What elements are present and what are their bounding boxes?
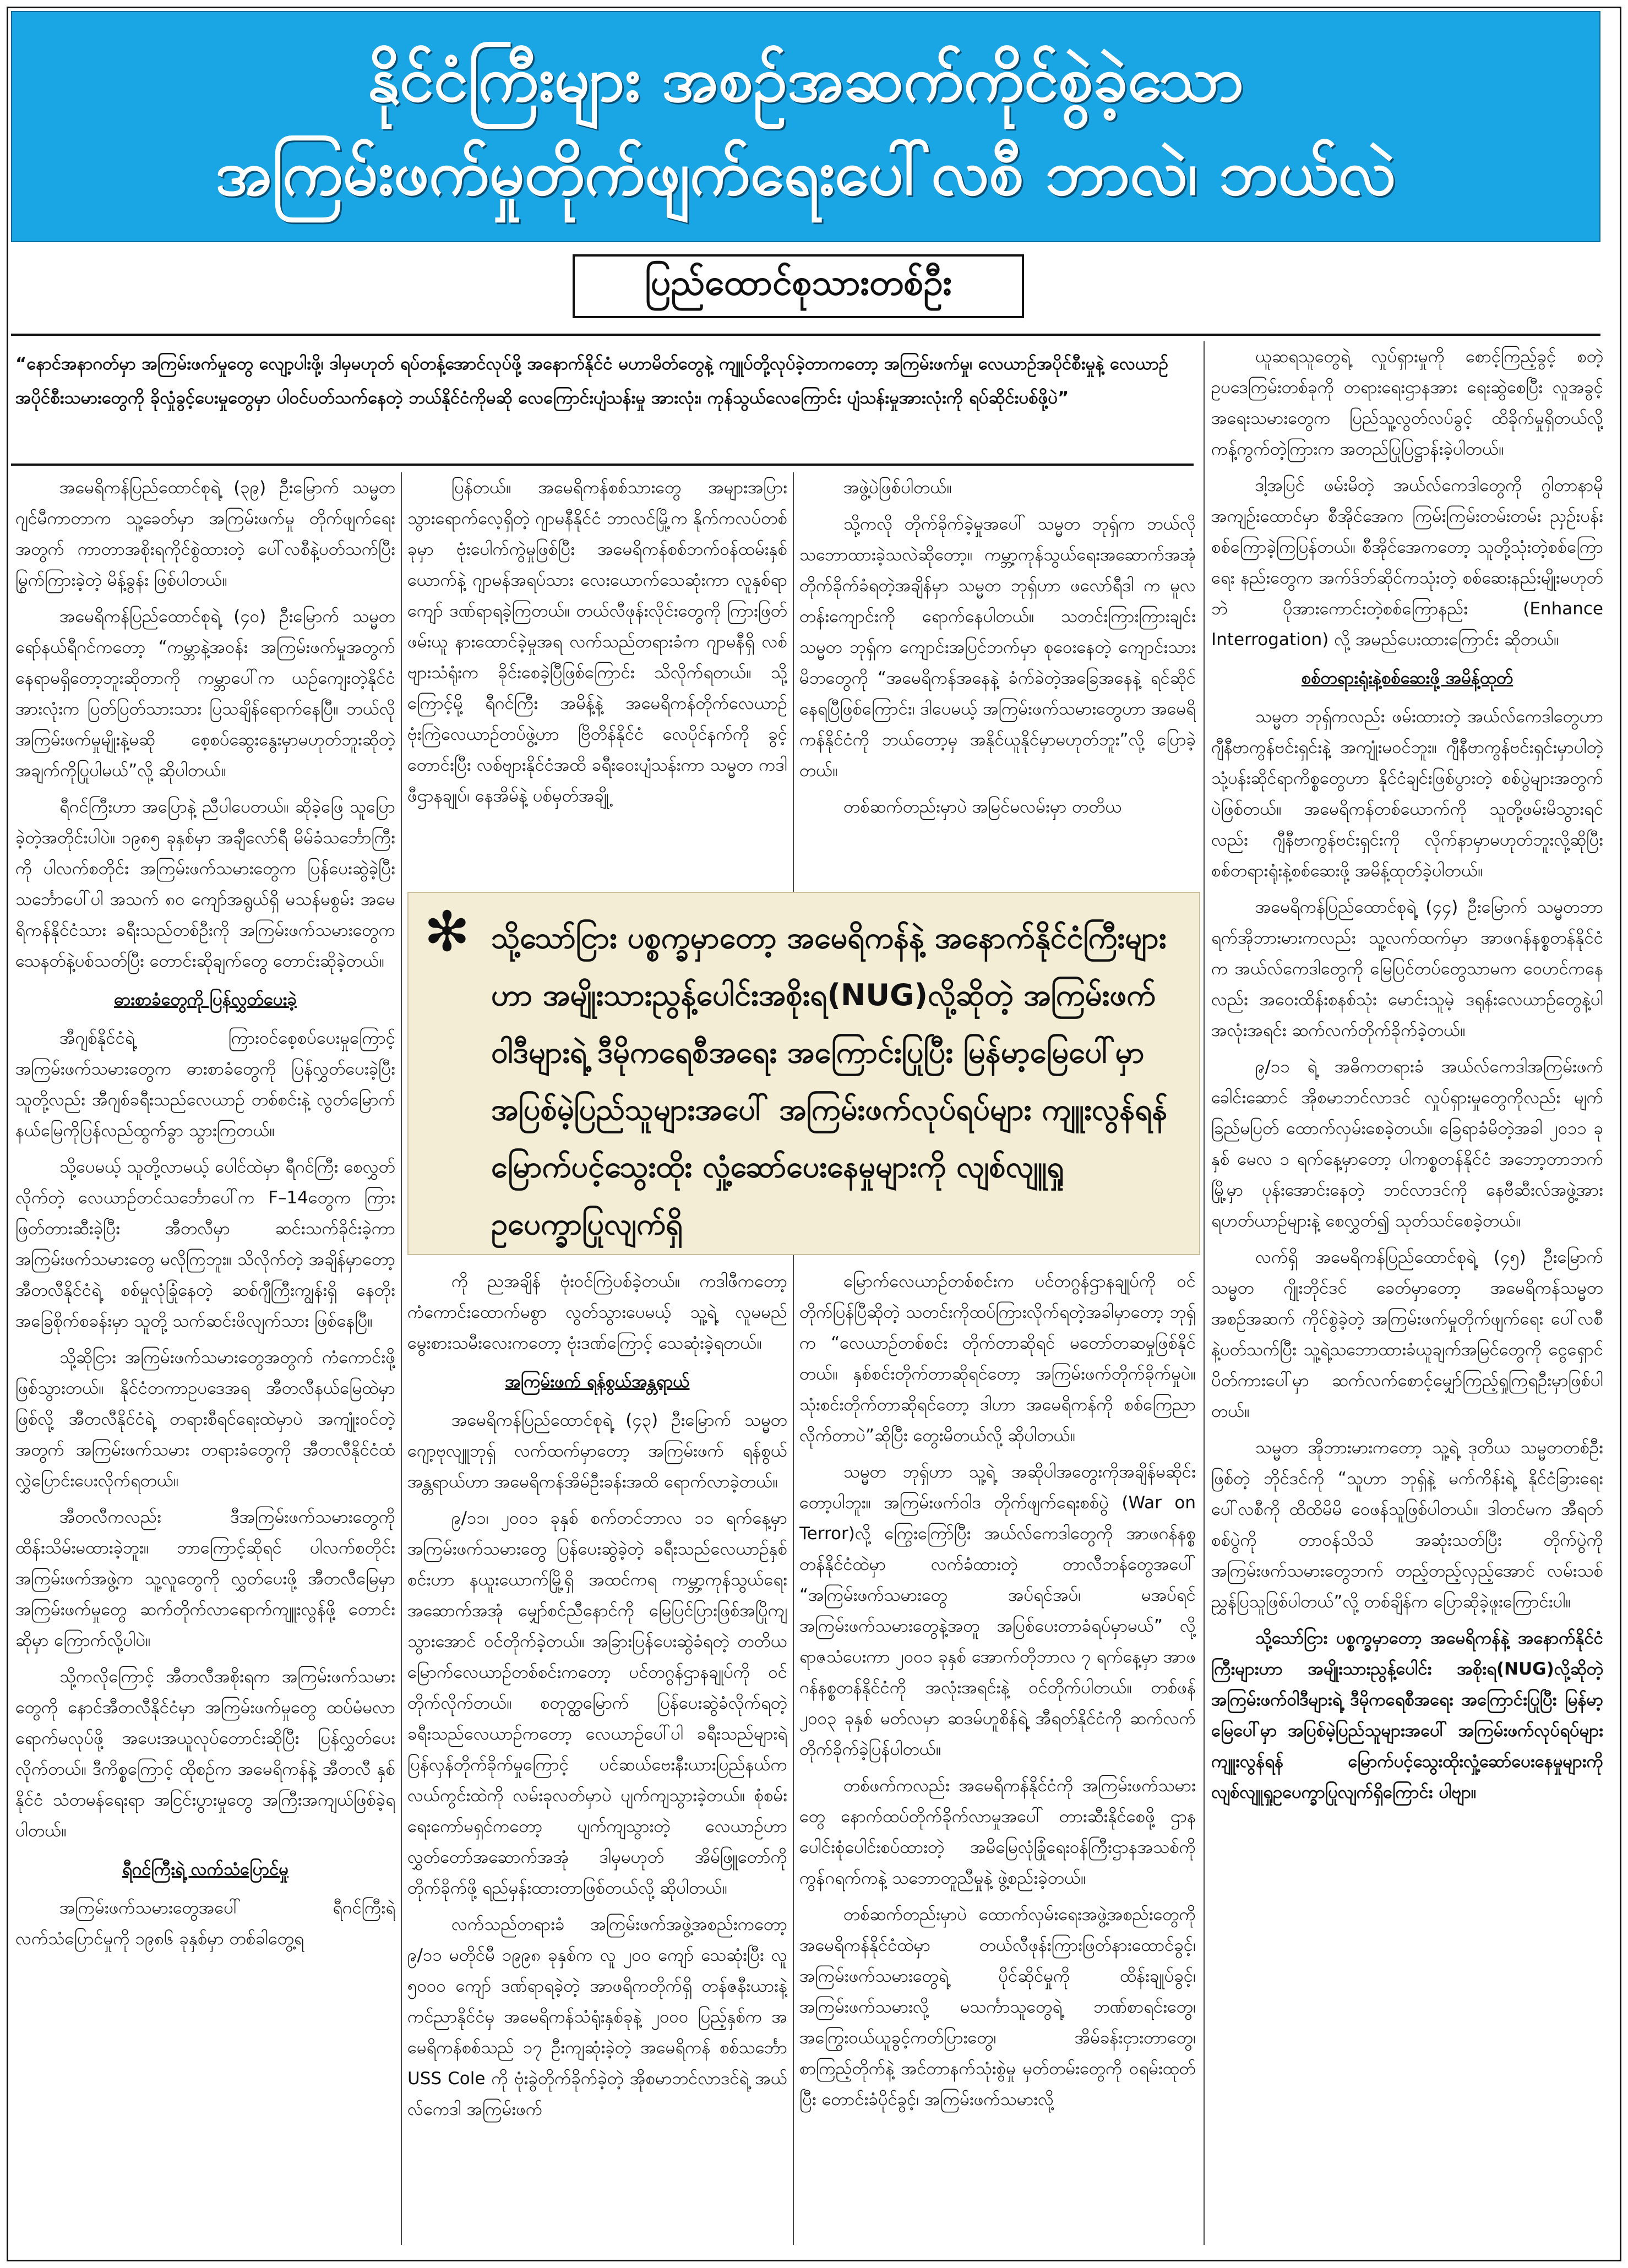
subheading: အကြမ်းဖက် ရန်စွယ်အန္တရာယ်	[505, 1372, 690, 1392]
divider-top	[11, 334, 1600, 336]
paragraph: အမေရိကန်ပြည်ထောင်စုရဲ့ (၃၉) ဦးမြောက် သမ္မတ ဂျင်မီကာတာက သူ့ခေတ်မှာ အကြမ်းဖက်မှု တိုက်ဖျက်ရေးအတွက် ကာတာအစိုးရကိုင်စွဲထားတဲ့ ပေါ်လစီနဲ့ပတ်သက်ပြီး မြွက်ကြားခဲ့တဲ့ မိန့်ခွန်း ဖြစ်ပါတယ်။	[15, 478, 395, 590]
headline-line-1: နိုင်ငံကြီးများ အစဉ်အဆက်ကိုင်စွဲခဲ့သော	[367, 44, 1244, 116]
paragraph: သို့ကလိုကြောင့် အီတလီအစိုးရက အကြမ်းဖက်သမားတွေကို နောင်အီတလီနိုင်ငံမှာ အကြမ်းဖက်မှုတွေ ထပ်မံမလာရောက်မလုပ်ဖို့ အပေးအယူလုပ်တောင်းဆိုပြီး ပြန်လွှတ်ပေးလိုက်တယ်။ ဒီကိစ္စကြောင့် ထိုစဉ်က အမေရိကန်နဲ့ အီတလီ နှစ်နိုင်ငံ သံတမန်ရေးရာ အငြင်းပွားမှုတွေ အကြီးအကျယ်ဖြစ်ခဲ့ရပါတယ်။	[15, 1667, 395, 1841]
paragraph: ဒါ့အပြင် ဖမ်းမိတဲ့ အယ်လ်ကေဒါတွေကို ဂွါတာနာမိုအကျဉ်းထောင်မှာ စီအိုင်အေက ကြမ်းကြမ်းတမ်းတမ်း ညှဉ်းပန်းစစ်ကြောခဲ့ကြပြန်တယ်။ စီအိုင်အေကတော့ သူတို့သုံးတဲ့စစ်ကြောရေး နည်းတွေက အက်ဒ်ဘ်ဆိုင်ကသုံးတဲ့ စစ်ဆေးနည်းမျိုးမဟုတ်ဘဲ ပိုအားကောင်းတဲ့စစ်ကြောနည်း (Enhance Interrogation) လို့ အမည်ပေးထားကြောင်း ဆိုတယ်။	[1211, 476, 1603, 650]
paragraph: ၉/၁၁၊ ၂၀၀၁ ခုနှစ် စက်တင်ဘာလ ၁၁ ရက်နေ့မှာ အကြမ်းဖက်သမားတွေ ပြန်ပေးဆွဲခဲ့တဲ့ ခရီးသည်လေယာဉ်နှစ်စင်းဟာ နယူးယောက်မြို့ရှိ အထင်ကရ ကမ္ဘာ့ကုန်သွယ်ရေးအဆောက်အအုံ မျှော်စင်ညီနောင်ကို မြေပြင်ပြားဖြစ်အပြိုကျသွားအောင် ဝင်တိုက်ခဲ့တယ်။ အခြားပြန်ပေးဆွဲခံရတဲ့ တတိယမြောက်လေယာဉ်တစ်စင်းကတော့ ပင်တဂွန်ဌာနချုပ်ကို ဝင်တိုက်လိုက်တယ်။ စတုတ္ထမြောက် ပြန်ပေးဆွဲခံလိုက်ရတဲ့ ခရီးသည်လေယာဉ်ကတော့ လေယာဉ်ပေါ်ပါ ခရီးသည်များရဲ့ ပြန်လှန်တိုက်ခိုက်မှုကြောင့် ပင်ဆယ်ဗေးနီးယားပြည်နယ်က လယ်ကွင်းထဲကို လမ်းခုလတ်မှာပဲ ပျက်ကျသွားခဲ့တယ်။ စုံစမ်းရေးကော်မရှင်ကတော့ ပျက်ကျသွားတဲ့ လေယာဉ်ဟာ လွှတ်တော်အဆောက်အအုံ ဒါမှမဟုတ် အိမ်ဖြူတော်ကို တိုက်ခိုက်ဖို့ ရည်မှန်းထားတာဖြစ်တယ်လို့ ဆိုပါတယ်။	[407, 1508, 787, 1898]
column-divider	[401, 472, 402, 2245]
pull-quote-box	[407, 892, 1200, 1255]
asterisk-icon: ✻	[424, 899, 470, 964]
paragraph: အမေရိကန်ပြည်ထောင်စုရဲ့ (၄၄) ဦးမြောက် သမ္မတဘာရက်အိုဘားမားကလည်း သူ့လက်ထက်မှာ အာဖဂန်နစ္စတန်နိုင်ငံက အယ်လ်ကေဒါတွေကို မြေပြင်တပ်တွေသာမက ဝေဟင်ကနေလည်း အဝေးထိန်းစနစ်သုံး မောင်းသူမဲ့ ဒရုန်းလေယာဉ်တွေနဲ့ပါ အလုံးအရင်း ဆက်လက်တိုက်ခိုက်ခဲ့တယ်။	[1211, 897, 1603, 1040]
paragraph: သို့ပေမယ့် သူတို့လာမယ့် ပေါင်ထဲမှာ ရီဂင်ကြီး စေလွှတ်လိုက်တဲ့ လေယာဉ်တင်သင်္ဘောပေါ်က F–14တွေက ကြားဖြတ်တားဆီးခဲ့ပြီး အီတလီမှာ ဆင်းသက်ခိုင်းခဲ့ကာ အကြမ်းဖက်သမားတွေ မလိုကြဘူး။ သိလိုက်တဲ့ အချိန်မှာတော့ အီတလီနိုင်ငံရဲ့ စစ်မှုလုံခြုံနေတဲ့ ဆစ်ဂျီကြီးကျွန်းရှိ နေတိုးအခြေစိုက်စခန်းမှာ သူတို့ သက်ဆင်းဖိလျက်သား ဖြစ်နေပြီ။	[15, 1157, 395, 1331]
lead-quote: “နောင်အနာဂတ်မှာ အကြမ်းဖက်မှုတွေ လျော့ပါးဖို့၊ ဒါမှမဟုတ် ရပ်တန့်အောင်လုပ်ဖို့ အနောက်နိုင်ငံ မဟာမိတ်တွေနဲ့ ကျူပ်တို့လုပ်ခဲ့တာကတော့ အကြမ်းဖက်မှု၊ လေယာဉ်အပိုင်စီးမှုနဲ့ လေယာဉ်အပိုင်စီးသမားတွေကို ခိုလှုံခွင့်ပေးမှုတွေမှာ ပါဝင်ပတ်သက်နေတဲ့ ဘယ်နိုင်ငံကိုမဆို လေကြောင်းပျံသန်းမှု အားလုံး၊ ကုန်သွယ်လေကြောင်း ပျံသန်းမှုအားလုံးကို ရပ်ဆိုင်းပစ်ဖို့ပဲ”	[15, 354, 1169, 408]
paragraph: ယူဆရသူတွေရဲ့ လှုပ်ရှားမှုကို စောင့်ကြည့်ခွင့် စတဲ့ ဥပဒေကြမ်းတစ်ခုကို တရားရေးဌာနအား ရေးဆွဲစေပြီး လူအခွင့်အရေးသမားတွေက ပြည်သူ့လွတ်လပ်ခွင့် ထိခိုက်မှုရှိတယ်လို့ ကန့်ကွက်တဲ့ကြားက အတည်ပြုပြဋ္ဌာန်းခဲ့ပါတယ်။	[1211, 347, 1603, 459]
paragraph: ပြန်တယ်။ အမေရိကန်စစ်သားတွေ အများအပြား သွားရောက်လေ့ရှိတဲ့ ဂျာမနီနိုင်ငံ ဘာလင်မြို့က နိုက်ကလပ်တစ်ခုမှာ ဗုံးပေါက်ကွဲမှုဖြစ်ပြီး အမေရိကန်စစ်ဘက်ဝန်ထမ်းနှစ်ယောက်နဲ့ ဂျာမန်အရပ်သား လေးယောက်သေဆုံးကာ လူနှစ်ရာကျော် ဒဏ်ရာရခဲ့ကြတယ်။ တယ်လီဖုန်းလိုင်းတွေကို ကြားဖြတ်ဖမ်းယူ နားထောင်ခဲ့မှုအရ လက်သည်တရားခံက ဂျာမနီရှိ လစ်ဗျားသံရုံးက ခိုင်းစေခဲ့ပြီဖြစ်ကြောင်း သိလိုက်ရတယ်။ သို့ကြောင့်မို့ ရီဂင်ကြီး အမိန့်နဲ့ အမေရိကန်တိုက်လေယာဉ် ဗုံးကြဲလေယာဉ်တပ်ဖွဲ့ဟာ ဗြိတိန်နိုင်ငံ လေပိုင်နက်ကို ခွင့်တောင်းပြီး လစ်ဗျားနိုင်ငံအထိ ခရီးဝေးပျံသန်းကာ သမ္မတ ကဒါဖီဌာနချုပ်၊ နေအိမ်နဲ့ ပစ်မှတ်အချို့	[407, 478, 787, 806]
paragraph: လက်သည်တရားခံ အကြမ်းဖက်အဖွဲ့အစည်းကတော့ ၉/၁၁ မတိုင်မီ ၁၉၉၈ ခုနှစ်က လူ ၂၀၀ ကျော် သေဆုံးပြီး လူ ၅၀၀၀ ကျော် ဒဏ်ရာရခဲ့တဲ့ အာဖရိကတိုက်ရှိ တန်ဇနီးယားနဲ့ ကင်ညာနိုင်ငံမှ အမေရိကန်သံရုံးနှစ်ခုနဲ့ ၂၀၀၀ ပြည့်နှစ်က အမေရိကန်စစ်သည် ၁၇ ဦးကျဆုံးခဲ့တဲ့ အမေရိကန် စစ်သင်္ဘော USS Cole ကို ဗုံးခွဲတိုက်ခိုက်ခဲ့တဲ့ အိုစမာဘင်လာဒင်ရဲ့ အယ်လ်ကေဒါ အကြမ်းဖက်	[407, 1915, 787, 2119]
paragraph: အကြမ်းဖက်သမားတွေအပေါ် ရီဂင်ကြီးရဲ့ လက်သံပြောင်မှုကို ၁၉၈၆ ခုနှစ်မှာ တစ်ခါတွေ့ရ	[15, 1898, 395, 1949]
pull-quote-text: သို့သော်ငြား ပစ္စက္ခမှာတော့ အမေရိကန်နဲ့ အနောက်နိုင်ငံကြီးများဟာ အမျိုးသားညွန့်ပေါင်းအစိုးရ(NUG)လို့ဆိုတဲ့ အကြမ်းဖက်ဝါဒီများရဲ့ ဒီမိုကရေစီအရေး အကြောင်းပြုပြီး မြန်မာ့မြေပေါ်မှာ အပြစ်မဲ့ပြည်သူများအပေါ် အကြမ်းဖက်လုပ်ရပ်များ ကျူးလွန်ရန် မြောက်ပင့်သွေးထိုး လှုံ့ဆော်ပေးနေမှုများကို လျစ်လျူရှု ဥပေက္ခာပြုလျက်ရှိ	[491, 920, 1168, 1241]
column-divider	[1204, 341, 1205, 2245]
paragraph: အမေရိကန်ပြည်ထောင်စုရဲ့ (၄၀) ဦးမြောက် သမ္မတ ရော်နယ်ရီဂင်ကတော့ “ကမ္ဘာနဲ့အဝန်း အကြမ်းဖက်မှုအတွက် နေရာမရှိတော့ဘူးဆိုတာကို ကမ္ဘာပေါ်က ယဉ်ကျေးတဲ့နိုင်ငံအားလုံးက ပြတ်ပြတ်သားသား ပြသချိန်ရောက်နေပြီ။ ဘယ်လို အကြမ်းဖက်မှုမျိုးနဲ့မဆို စေ့စပ်ဆွေးနွေးမှာမဟုတ်ဘူးဆိုတဲ့ အချက်ကိုပြုပါမယ်”လို့ ဆိုပါတယ်။	[15, 607, 395, 781]
paragraph: အမေရိကန်ပြည်ထောင်စုရဲ့ (၄၃) ဦးမြောက် သမ္မတ ဂျော့ဗုလျူဘုရှ် လက်ထက်မှာတော့ အကြမ်းဖက် ရန်စွယ်အန္တရာယ်ဟာ အမေရိကန်အိမ်ဦးခန်းအထိ ရောက်လာခဲ့တယ်။	[407, 1410, 787, 1492]
closing-paragraph: သို့သော်ငြား ပစ္စက္ခမှာတော့ အမေရိကန်နဲ့ အနောက်နိုင်ငံကြီးများဟာ အမျိုးသားညွန့်ပေါင်း အစိုးရ(NUG)လို့ဆိုတဲ့ အကြမ်းဖက်ဝါဒီများရဲ့ ဒီမိုကရေစီအရေး အကြောင်းပြုပြီး မြန်မာ့မြေပေါ်မှာ အပြစ်မဲ့ပြည်သူများအပေါ် အကြမ်းဖက်လုပ်ရပ်များ ကျူးလွန်ရန် မြောက်ပင့်သွေးထိုးလှုံ့ဆော်ပေးနေမှုများကို လျစ်လျူရှုဥပေက္ခာပြုလျက်ရှိကြောင်း ပါဗျာ။	[1211, 1628, 1603, 1802]
author-byline: ပြည်ထောင်စုသားတစ်ဦး	[573, 254, 1024, 318]
divider-lead	[11, 464, 1194, 466]
paragraph: ကို ညအချိန် ဗုံးဝင်ကြဲပစ်ခဲ့တယ်။ ကဒါဖီကတော့ ကံကောင်းထောက်မစွာ လွတ်သွားပေမယ့် သူ့ရဲ့ လူမမည် မွေးစားသမီးလေးကတော့ ဗုံးဒဏ်ကြောင့် သေဆုံးခဲ့ရတယ်။	[407, 1272, 787, 1353]
paragraph: လက်ရှိ အမေရိကန်ပြည်ထောင်စုရဲ့ (၄၅) ဦးမြောက် သမ္မတ ဂျိုးဘိုင်ဒင် ခေတ်မှာတော့ အမေရိကန်သမ္မတအစဉ်အဆက် ကိုင်စွဲခဲ့တဲ့ အကြမ်းဖက်မှုတိုက်ဖျက်ရေး ပေါ်လစီနဲ့ပတ်သက်ပြီး သူ့ရဲ့သဘောထားခံယူချက်အမြင်တွေကို ငွေရှောင်ပိတ်ကားပေါ်မှာ ဆက်လက်စောင့်မျှော်ကြည့်ရှုကြရဦးမှာဖြစ်ပါတယ်။	[1211, 1247, 1603, 1421]
article-column-2-top	[407, 472, 787, 880]
paragraph: ရီဂင်ကြီးဟာ အပြောနဲ့ ညီပါပေတယ်။ ဆိုခဲ့ဖြေ သူပြောခဲ့တဲ့အတိုင်းပါပဲ။ ၁၉၈၅ ခုနှစ်မှာ အချီလော်ရီ မိမ်ခံသင်္ဘောကြီးကို ပါလက်စတိုင်း အကြမ်းဖက်သမားတွေက ပြန်ပေးဆွဲခဲ့ပြီး သင်္ဘောပေါ်ပါ အသက် ၈၀ ကျော်အရွယ်ရှိ မသန်မစွမ်း အမေရိကန်နိုင်ငံသား ခရီးသည်တစ်ဦးကို အကြမ်းဖက်သမားတွေက သေနတ်နဲ့ပစ်သတ်ပြီး တောင်းဆိုချက်တွေ တောင်းဆိုခဲ့တယ်။	[15, 797, 395, 971]
paragraph: သို့ကလို တိုက်ခိုက်ခဲ့မှုအပေါ် သမ္မတ ဘုရှ်က ဘယ်လိုသဘောထားခဲ့သလဲဆိုတော့။ ကမ္ဘာ့ကုန်သွယ်ရေးအဆောက်အအုံ တိုက်ခိုက်ခံရတဲ့အချိန်မှာ သမ္မတ ဘုရှ်ဟာ ဖလော်ရီဒါ က မူလတန်းကျောင်းကို ရောက်နေပါတယ်။ သတင်းကြားကြားချင်း သမ္မတ ဘုရှ်က ကျောင်းအပြင်ဘက်မှာ စုဝေးနေတဲ့ ကျောင်းသားမိဘတွေကို “အမေရိကန်အနေနဲ့ ခံက်ခဲတဲ့အခြေအနေနဲ့ ရင်ဆိုင်နေရပြီဖြစ်ကြောင်း၊ ဒါပေမယ့် အကြမ်းဖက်သမားတွေဟာ အမေရိကန်နိုင်ငံကို ဘယ်တော့မှ အနိုင်ယူနိုင်မှာမဟုတ်ဘူး”လို့ ပြောခဲ့တယ်။	[799, 514, 1196, 781]
paragraph: သမ္မတ အိုဘားမားကတော့ သူ့ရဲ့ ဒုတိယ သမ္မတတစ်ဦးဖြစ်တဲ့ ဘိုင်ဒင်ကို “သူဟာ ဘုရှ်နဲ့ မက်ကိန်းရဲ့ နိုင်ငံခြားရေးပေါ်လစီကို ထိထိမိမိ ဝေဖန်သူဖြစ်ပါတယ်။ ဒါတင်မက အီရတ်စစ်ပွဲကို တာဝန်သိသိ အဆုံးသတ်ပြီး တိုက်ပွဲကိုအကြမ်းဖက်သမားတွေဘက် တည့်တည့်လှည့်အောင် လမ်းသစ်ညွှန်ပြသူဖြစ်ပါတယ်”လို့ တစ်ချိန်က ပြောဆိုခဲ့ဖူးကြောင်းပါ။	[1211, 1438, 1603, 1612]
paragraph: တစ်ဖက်ကလည်း အမေရိကန်နိုင်ငံကို အကြမ်းဖက်သမားတွေ နောက်ထပ်တိုက်ခိုက်လာမှုအပေါ် တားဆီးနိုင်စေဖို့ ဌာနပေါင်းစုံပေါင်းစပ်ထားတဲ့ အမိမြေလုံခြုံရေးဝန်ကြီးဌာနအသစ်ကို ကွန်ဂရက်ကနဲ့ သဘောတူညီမှုနဲ့ ဖွဲ့စည်းခဲ့တယ်။	[799, 1776, 1196, 1888]
paragraph: သမ္မတ ဘုရှ်ကလည်း ဖမ်းထားတဲ့ အယ်လ်ကေဒါတွေဟာ ဂျီနီဗာကွန်ဗင်းရှင်းနဲ့ အကျုံးမဝင်ဘူး။ ဂျီနီဗာကွန်ဗင်းရှင်းမှာပါတဲ့ သုံ့ပန်းဆိုင်ရာကိစ္စတွေဟာ နိုင်ငံချင်းဖြစ်ပွားတဲ့ စစ်ပွဲများအတွက်ပဲဖြစ်တယ်။ အမေရိကန်တစ်ယောက်ကို သူတို့ဖမ်းမိသွားရင်လည်း ဂျီနီဗာကွန်ဗင်းရှင်းကို လိုက်နာမှာမဟုတ်ဘူးလို့ဆိုပြီး စစ်တရားရုံးနဲ့စစ်ဆေးဖို့ အမိန့်ထုတ်ခဲ့ပါတယ်။	[1211, 707, 1603, 881]
paragraph: တစ်ဆက်တည်းမှာပဲ ထောက်လှမ်းရေးအဖွဲ့အစည်းတွေကို အမေရိကန်နိုင်ငံထဲမှာ တယ်လီဖုန်းကြားဖြတ်နားထောင်ခွင့်၊ အကြမ်းဖက်သမားတွေရဲ့ ပိုင်ဆိုင်မှုကို ထိန်းချုပ်ခွင့်၊ အကြမ်းဖက်သမားလို့ မသင်္ကာသူတွေရဲ့ ဘဏ်စာရင်းတွေ၊ အကြွေးဝယ်ယူခွင့်ကတ်ပြားတွေ၊ အိမ်ခန်းငှားတာတွေ၊ စာကြည့်တိုက်နဲ့ အင်တာနက်သုံးစွဲမှု မှတ်တမ်းတွေကို ဝရမ်းထုတ်ပြီး တောင်းခံပိုင်ခွင့်၊ အကြမ်းဖက်သမားလို့	[799, 1905, 1196, 2109]
headline-banner	[11, 11, 1600, 242]
article-column-3-bottom	[799, 1266, 1196, 2245]
paragraph: တစ်ဆက်တည်းမှာပဲ အမြင်မလမ်းမှာ တတိယ	[843, 797, 1122, 817]
subheading: ဓားစာခံတွေကို ပြန်လွှတ်ပေးခဲ့	[114, 990, 297, 1010]
subheading: ရီဂင်ကြီးရဲ့ လက်သံပြောင်မှု	[122, 1860, 289, 1879]
column-divider	[793, 472, 794, 2245]
paragraph: သို့ဆိုငြား အကြမ်းဖက်သမားတွေအတွက် ကံကောင်းဖို့ ဖြစ်သွားတယ်။ နိုင်ငံတကာဥပဒေအရ အီတလီနယ်မြေထဲမှာဖြစ်လို့ အီတလီနိုင်ငံရဲ့ တရားစီရင်ရေးထဲမှာပဲ အကျုံးဝင်တဲ့အတွက် အကြမ်းဖက်သမား တရားခံတွေကို အီတလီနိုင်ငံထံ လွှဲပြောင်းပေးလိုက်ရတယ်။	[15, 1348, 395, 1491]
article-column-1	[15, 472, 395, 2245]
paragraph: သမ္မတ ဘုရှ်ဟာ သူ့ရဲ့ အဆိုပါအတွေးကိုအချိန်မဆိုင်းတော့ပါဘူး။ အကြမ်းဖက်ဝါဒ တိုက်ဖျက်ရေးစစ်ပွဲ (War on Terror)လို့ ကြွေးကြော်ပြီး အယ်လ်ကေဒါတွေကို အာဖဂန်နစ္စတန်နိုင်ငံထဲမှာ လက်ခံထားတဲ့ တာလီဘန်တွေအပေါ် “အကြမ်းဖက်သမားတွေ အပ်ရင်အပ်၊ မအပ်ရင် အကြမ်းဖက်သမားတွေနဲ့အတူ အပြစ်ပေးတာခံရပ်မှာမယ်” လို့ ရာဇသံပေးကာ ၂၀၀၁ ခုနှစ် အောက်တိုဘာလ ၇ ရက်နေ့မှာ အာဖဂန်နစ္စတန်နိုင်ငံကို အလုံးအရင်းနဲ့ ဝင်တိုက်ပါတယ်။ တစ်ဖန် ၂၀၀၃ ခုနှစ် မတ်လမှာ ဆဒမ်ဟူစိန်ရဲ့ အီရတ်နိုင်ငံကို ဆက်လက်တိုက်ခိုက်ခဲ့ပြန်ပါတယ်။	[799, 1462, 1196, 1759]
subheading: စစ်တရားရုံးနဲ့စစ်ဆေးဖို့ အမိန့်ထုတ်	[1301, 668, 1513, 688]
article-column-3-top	[799, 472, 1196, 880]
paragraph: အဖွဲ့ပဲဖြစ်ပါတယ်။	[843, 478, 952, 498]
article-column-2-bottom	[407, 1266, 787, 2245]
paragraph: မြောက်လေယာဉ်တစ်စင်းက ပင်တဂွန်ဌာနချုပ်ကို ဝင်တိုက်ပြန်ပြီဆိုတဲ့ သတင်းကိုထပ်ကြားလိုက်ရတဲ့အခါမှာတော့ ဘုရှ်က “လေယာဉ်တစ်စင်း တိုက်တာဆိုရင် မတော်တဆမှုဖြစ်နိုင်တယ်။ နှစ်စင်းတိုက်တာဆိုရင်တော့ အကြမ်းဖက်တိုက်ခိုက်မှုပဲ။ သုံးစင်းတိုက်တာဆိုရင်တော့ ဒါဟာ အမေရိကန်ကို စစ်ကြေညာလိုက်တာပဲ”ဆိုပြီး တွေးမိတယ်လို့ ဆိုပါတယ်။	[799, 1272, 1196, 1446]
paragraph: အီဂျစ်နိုင်ငံရဲ့ ကြားဝင်စေ့စပ်ပေးမှုကြောင့် အကြမ်းဖက်သမားတွေက ဓားစာခံတွေကို ပြန်လွှတ်ပေးခဲ့ပြီး သူတို့လည်း အီဂျစ်ခရီးသည်လေယာဉ် တစ်စင်းနဲ့ လွတ်မြောက်နယ်မြေကိုပြန်လည်ထွက်ခွာ သွားကြတယ်။	[15, 1028, 395, 1141]
paragraph: ၉/၁၁ ရဲ့ အဓိကတရားခံ အယ်လ်ကေဒါအကြမ်းဖက်ခေါင်းဆောင် အိုစမာဘင်လာဒင် လှုပ်ရှားမှုတွေကိုလည်း မျက်ခြည်မပြတ် ထောက်လှမ်းစေခဲ့တယ်။ ခြေရာခံမိတဲ့အခါ ၂၀၁၁ ခုနှစ် မေလ ၁ ရက်နေ့မှာတော့ ပါကစ္စတန်နိုင်ငံ အဘော့တာဘက်မြို့မှာ ပုန်းအောင်းနေတဲ့ ဘင်လာဒင်ကို နေဗီဆီးလ်အဖွဲ့အား ရဟတ်ယာဉ်များနဲ့ စေလွှတ်၍ သုတ်သင်စေခဲ့တယ်။	[1211, 1057, 1603, 1231]
paragraph: အီတလီကလည်း ဒီအကြမ်းဖက်သမားတွေကို ထိန်းသိမ်းမထားခဲ့ဘူး။ ဘာကြောင့်ဆိုရင် ပါလက်စတိုင်းအကြမ်းဖက်အဖွဲ့က သူ့လူတွေကို လွှတ်ပေးဖို့ အီတလီမြေမှာ အကြမ်းဖက်မှုတွေ ဆက်တိုက်လာရောက်ကျူးလွန်ဖို့ တောင်းဆိုမှာ ကြောက်လို့ပါပဲ။	[15, 1507, 395, 1650]
headline-line-2: အကြမ်းဖက်မှုတိုက်ဖျက်ရေးပေါ်လစီ ဘာလဲ၊ ဘယ်လဲ	[215, 138, 1396, 209]
article-column-4	[1211, 341, 1603, 2245]
